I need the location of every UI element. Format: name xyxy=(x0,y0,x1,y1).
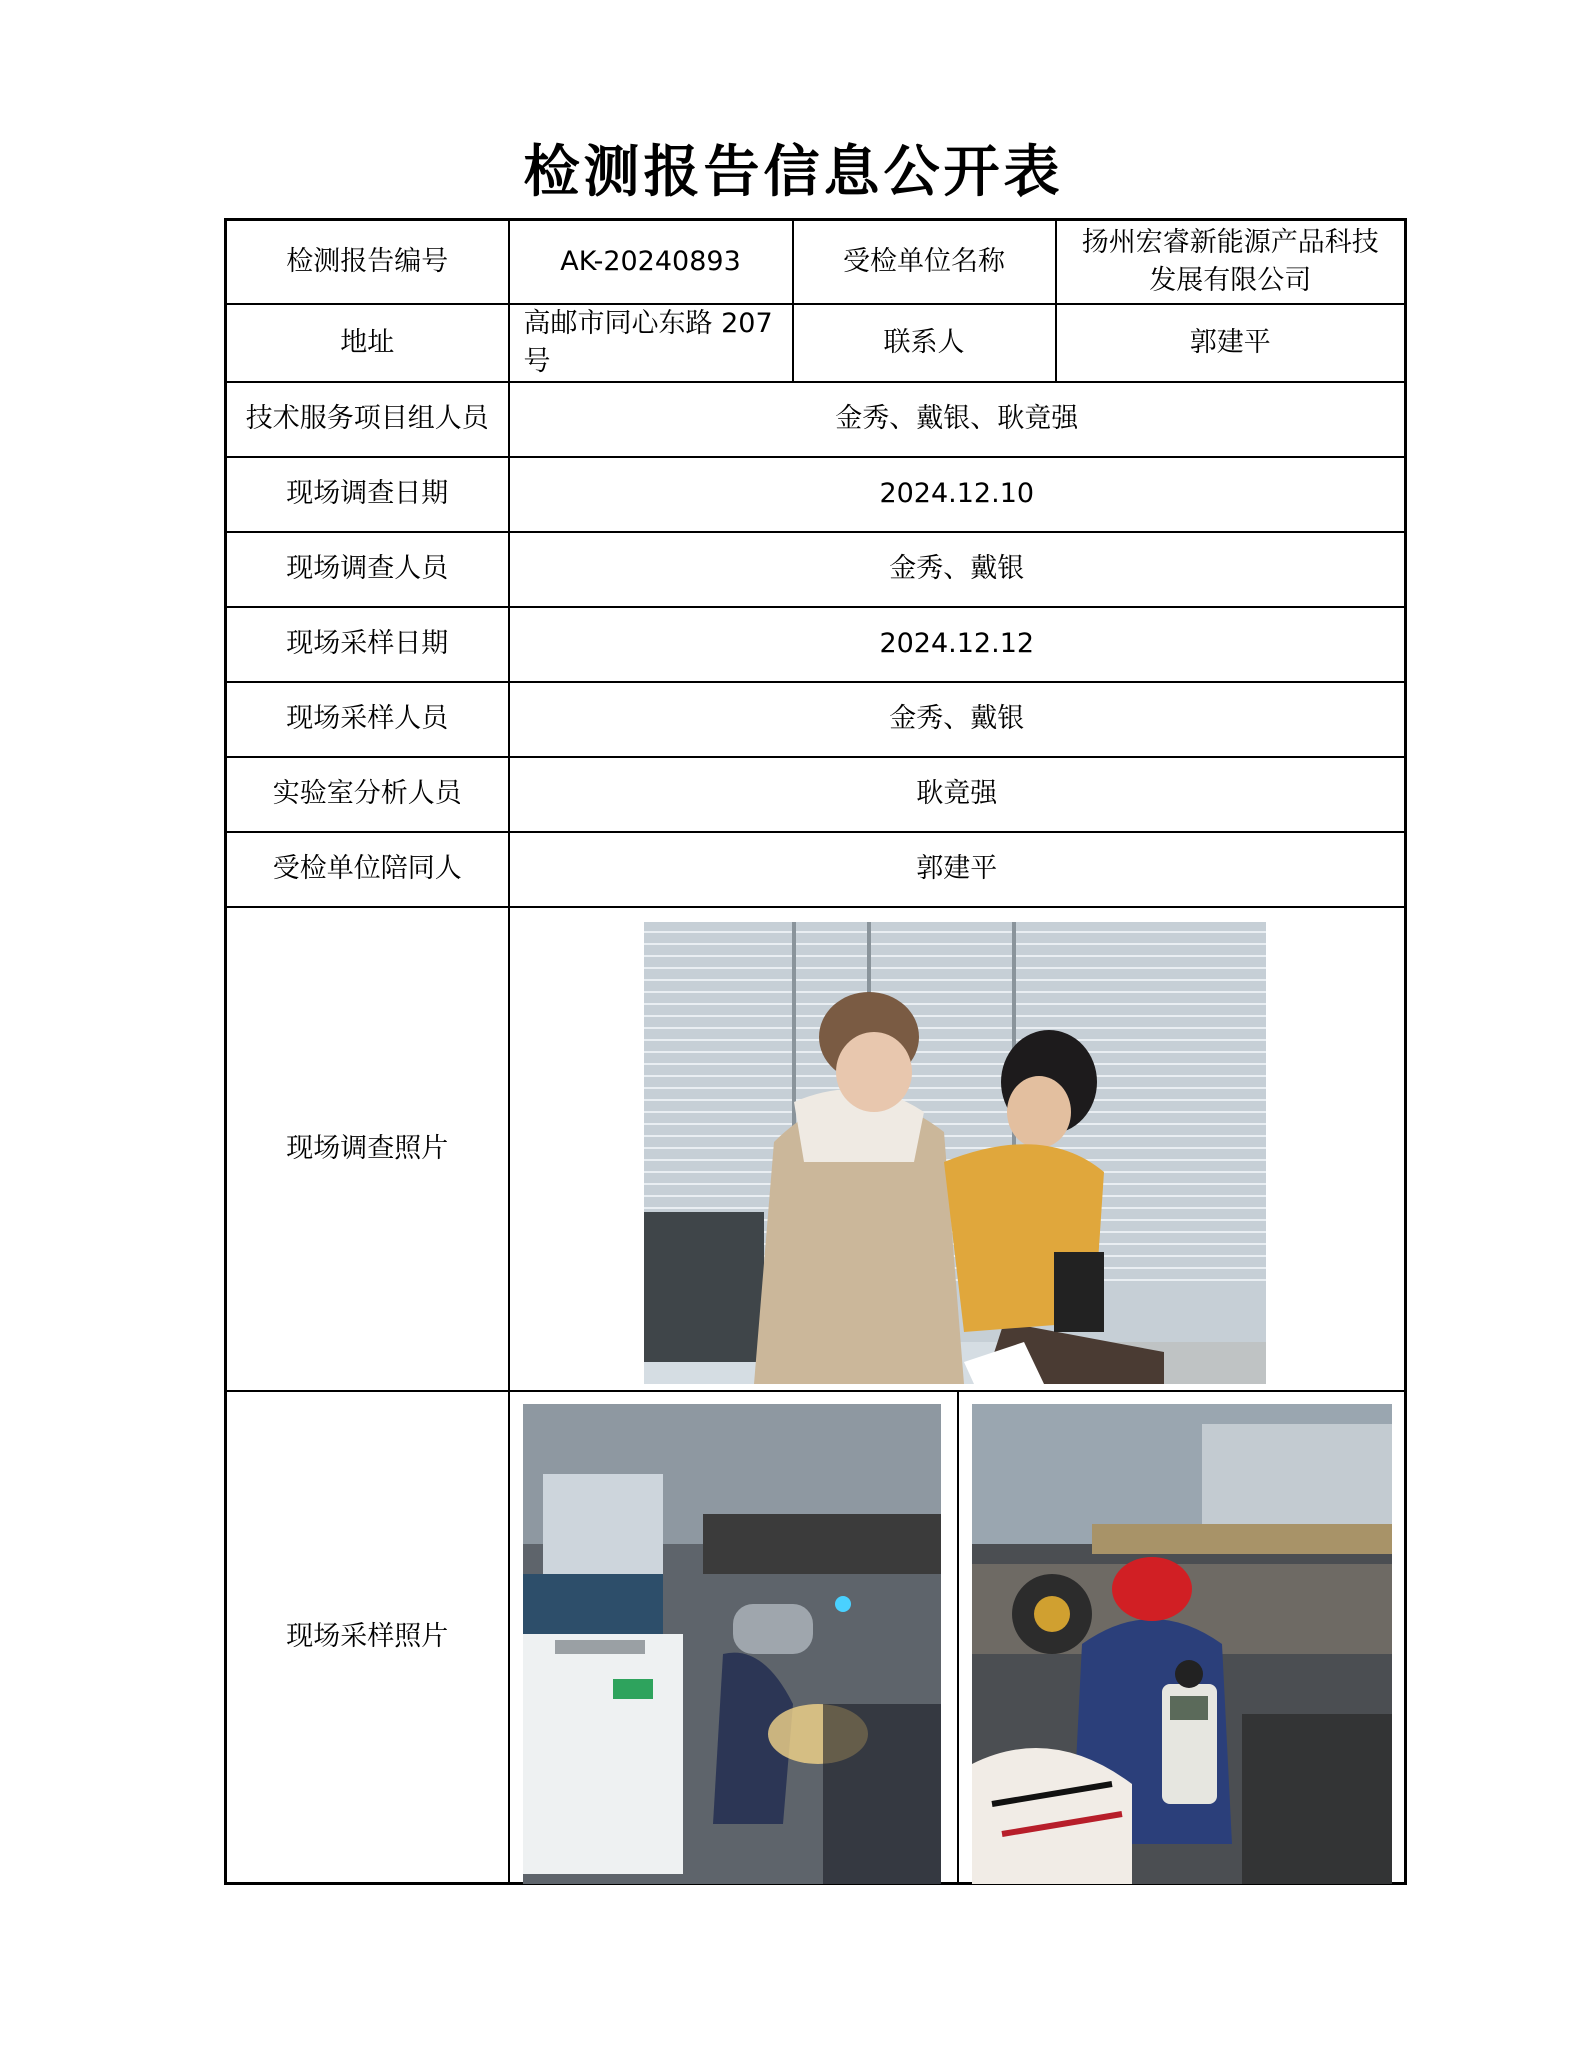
contact-value: 郭建平 xyxy=(1056,304,1406,382)
table-row xyxy=(226,532,1406,607)
table-row xyxy=(226,457,1406,532)
row-value: 2024.12.12 xyxy=(509,607,1406,682)
row-label: 受检单位陪同人 xyxy=(226,832,509,907)
row-label: 技术服务项目组人员 xyxy=(226,382,509,457)
sampling-photo-cell xyxy=(509,1391,1406,1884)
table-row xyxy=(226,757,1406,832)
row-value: 郭建平 xyxy=(509,832,1406,907)
table-row xyxy=(226,607,1406,682)
report-no-label: 检测报告编号 xyxy=(226,220,509,304)
row-value: 金秀、戴银 xyxy=(509,682,1406,757)
row-label: 现场调查日期 xyxy=(226,457,509,532)
report-no-value: AK-20240893 xyxy=(509,220,793,304)
row-label: 现场采样人员 xyxy=(226,682,509,757)
page-title: 检测报告信息公开表 xyxy=(523,140,1064,205)
photo-divider xyxy=(957,1392,959,1883)
report-info-table xyxy=(224,218,1407,1885)
contact-label: 联系人 xyxy=(793,304,1056,382)
row-value: 2024.12.10 xyxy=(509,457,1406,532)
address-label: 地址 xyxy=(226,304,509,382)
row-value: 金秀、戴银、耿竟强 xyxy=(509,382,1406,457)
survey-photo-label: 现场调查照片 xyxy=(226,907,509,1391)
table-row xyxy=(226,304,1406,382)
row-value: 耿竟强 xyxy=(509,757,1406,832)
table-row xyxy=(226,832,1406,907)
sampling-photo-label: 现场采样照片 xyxy=(226,1391,509,1884)
row-label: 现场调查人员 xyxy=(226,532,509,607)
table-row xyxy=(226,382,1406,457)
unit-name-value: 扬州宏睿新能源产品科技发展有限公司 xyxy=(1056,220,1406,304)
table-row xyxy=(226,220,1406,304)
survey-photo-cell xyxy=(509,907,1406,1391)
row-value: 金秀、戴银 xyxy=(509,532,1406,607)
survey-photo xyxy=(644,922,1266,1384)
table-row xyxy=(226,1391,1406,1884)
unit-name-label: 受检单位名称 xyxy=(793,220,1056,304)
sampling-photo-welding xyxy=(523,1404,941,1884)
table-row xyxy=(226,907,1406,1391)
row-label: 现场采样日期 xyxy=(226,607,509,682)
row-label: 实验室分析人员 xyxy=(226,757,509,832)
address-value: 高邮市同心东路 207号 xyxy=(509,304,793,382)
table-row xyxy=(226,682,1406,757)
sampling-photo-noise-meter xyxy=(972,1404,1392,1884)
